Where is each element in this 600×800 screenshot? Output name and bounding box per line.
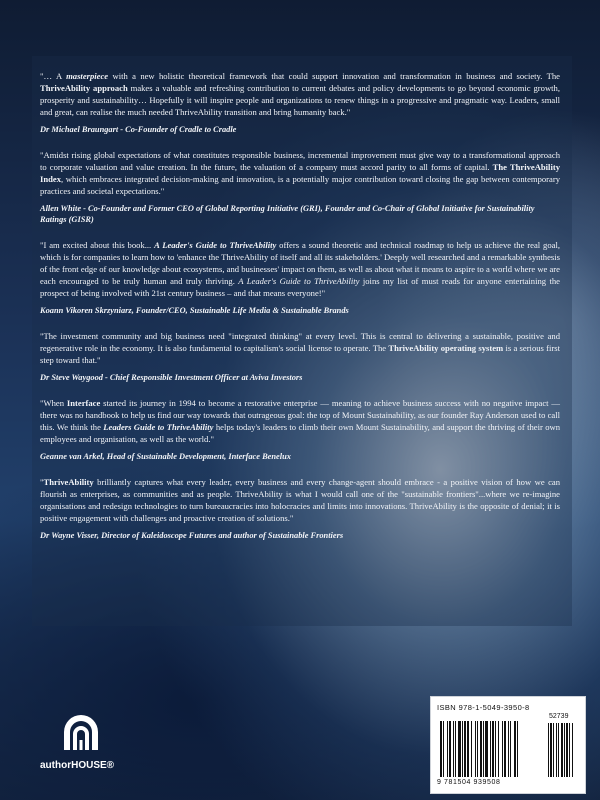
isbn-text: ISBN 978-1-5049-3950-8 [437,703,530,712]
quote-6 [40,476,560,524]
quote-text-segment: " [40,477,44,487]
attribution-6: Dr Wayne Visser, Director of Kaleidoscope Futures and author of Sustainable Frontiers [40,531,344,540]
quote-text-segment: with a new holistic theoretical framework that could support innovation and transformation in business and society. The [108,71,560,81]
quote-text-segment: Interface [66,398,101,408]
quote-text-segment: "The investment community and big business need "integrated thinking" at every level. This is central to delivering a sustainable, positive and regenerative role in the economy. It is also fundamental to capitalism's social license to operate. The [40,331,560,353]
authorhouse-arches-icon [60,710,102,752]
attribution-5: Geanne van Arkel, Head of Sustainable Development, Interface Benelux [40,452,291,461]
quote-text-segment: A Leader's Guide to ThriveAbility [238,276,360,286]
quote-5 [40,397,560,445]
quote-text-segment: brilliantly captures what every leader, every business and every change-agent should embrace - a positive vision of how we can flourish as enterprises, as communities and as people. ThriveAbility is what I would call one of the "sustainable frontiers"...where we re-imagine organisations and redesign technologies to turn bureaucracies into holocracies and limits into innovations. ThriveAbility is the opposite of denial; it is positive engagement with challenges and proactive creation of solutions." [40,477,560,523]
endorsements [40,70,560,553]
addon-barcode [547,723,579,777]
quote-text-segment: , which embraces integrated decision-making and innovation, is a potentially major contribution toward closing the gap between contemporary practices and societal expectations." [40,174,560,196]
quote-2 [40,149,560,197]
quote-3 [40,239,560,299]
quote-text-segment: "I am excited about this book... [40,240,155,250]
quote-1 [40,70,560,118]
attribution-2: Allen White - Co-Founder and Former CEO of Global Reporting Initiative (GRI), Founder and Co-Chair of Global Initiative for Sustainability Ratings (GISR) [40,204,535,224]
quote-text-segment: The ThriveAbility Index [40,162,560,184]
quote-text-segment: A Leader's Guide to ThriveAbility [154,240,277,250]
quote-text-segment: "When [40,398,67,408]
barcode-addon-number: 52739 [549,713,569,720]
publisher-name: authorHOUSE® [40,760,115,771]
attribution-1: Dr Michael Braungart - Co-Founder of Cradle to Cradle [40,125,237,134]
barcode-box [430,696,586,794]
quote-text-segment: is a serious first step toward that." [40,343,560,365]
quote-text-segment: Leaders Guide to ThriveAbility [103,422,214,432]
quote-text-segment: started its journey in 1994 to become a restorative enterprise — meaning to achieve business success with no negative impact — there was no handbook to help us find our way towards that outrageous goal: the top of Mount Sustainability, as our founder Ray Anderson used to call this. We think the [40,398,560,432]
quote-text-segment: masterpiece [66,71,109,81]
quote-4 [40,330,560,366]
quote-text-segment: joins my list of must reads for anyone entertaining the prospect of being involved with 21st century business – and that means everyone!" [40,276,560,298]
quote-text-segment: helps today's leaders to climb their own Mount Sustainability, and support the thriving of their own employees and organisation, as well as the world." [40,422,560,444]
ean-barcode [439,721,543,777]
attribution-3: Koann Vikoren Skrzyniarz, Founder/CEO, Sustainable Life Media & Sustainable Brands [40,306,349,315]
quote-text-segment: "… A [40,71,67,81]
attribution-4: Dr Steve Waygood - Chief Responsible Investment Officer at Aviva Investors [40,373,303,382]
barcode-number: 9 781504 939508 [437,779,501,786]
quote-text-segment: "Amidst rising global expectations of what constitutes responsible business, incremental improvement must give way to a transformational approach to corporate valuation and value creation. In the future, the valuation of a company must accord parity to all forms of capital. [40,150,560,172]
publisher-logo [40,710,130,780]
quote-text-segment: ThriveAbility approach [40,83,128,93]
quote-text-segment: offers a sound theoretic and technical roadmap to help us achieve the real goal, which is for companies to learn how to 'enhance the ThriveAbility of itself and all its stakeholders.' Deeply well researched and a remarkable synthesis of the front edge of our knowledge about ecosystems, and businesses' impact on them, as well as about what it means to aspire to a world where we are each encouraged to be truly human and truly thriving. [40,240,560,286]
quote-text-segment: ThriveAbility operating system [388,343,504,353]
quote-text-segment: makes a valuable and refreshing contribution to current debates and policy developments to go beyond economic growth, prosperity and sustainability… Hopefully it will inspire people and organizations to renew things in a progressive and pragmatic way. Leaders, small and great, can realise the much needed ThriveAbility transition and bring humanity back." [40,83,560,117]
quote-text-segment: ThriveAbility [43,477,94,487]
